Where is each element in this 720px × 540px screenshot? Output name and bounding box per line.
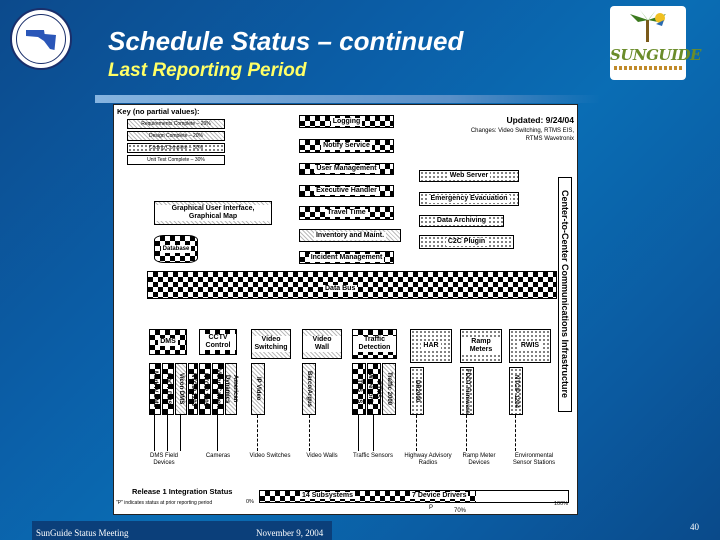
subsystem-label: Ramp Meters (461, 338, 501, 354)
connector-line (373, 415, 374, 451)
connector-line (358, 415, 359, 451)
page-number: 40 (690, 522, 699, 532)
module-emergency-evacuation (419, 192, 519, 206)
key-item-design: Design Complete – 20% (127, 131, 225, 141)
driver-american-dynamics: American Dynamics (225, 363, 237, 415)
connector-line (257, 415, 258, 451)
module-incident-management (299, 251, 394, 264)
subsystem-label: Video Wall (303, 336, 341, 352)
module-inventory-maint (299, 229, 401, 242)
connector-line (154, 415, 155, 451)
subsystem-label: Traffic Detection (353, 336, 396, 352)
seal-inner-ring (16, 14, 66, 64)
status-title: Release 1 Integration Status (132, 487, 233, 496)
status-start: 0% (246, 499, 254, 505)
module-travel-time (299, 206, 394, 220)
device-cameras: Cameras (205, 453, 231, 459)
connector-line (167, 415, 168, 451)
driver-mark-iv-dms: Mark IV DMS (149, 363, 161, 415)
updated-date: Updated: 9/24/04 (506, 115, 574, 125)
device-ramp-meters: Ramp Meter Devices (462, 453, 496, 466)
module-database (154, 235, 198, 263)
subsystem-label: Video Switching (252, 336, 290, 352)
driver-rtms-eis: RTMS EIS (352, 363, 366, 415)
data-bus-label: Data Bus (325, 285, 356, 292)
module-label: Incident Management (310, 253, 383, 261)
subsystem-ramp-meters (460, 329, 502, 363)
connector-line (309, 415, 310, 451)
module-label: Travel Time (327, 209, 366, 216)
subsystem-label: CCTV Control (200, 334, 236, 350)
connector-line (515, 415, 516, 451)
module-label: Web Server (449, 172, 489, 179)
device-dms: DMS Field Devices (149, 453, 178, 466)
module-notify-service (299, 139, 394, 153)
module-label: Emergency Evacuation (430, 195, 508, 202)
slide-subtitle: Last Reporting Period (108, 60, 307, 81)
module-label: Notify Service (323, 142, 370, 149)
device-har: Highway Advisory Radios (404, 453, 452, 466)
sunguide-logo (610, 6, 701, 80)
florida-map-icon (26, 30, 56, 50)
slide-title: Schedule Status – continued (108, 26, 464, 56)
module-label: User Management (316, 165, 377, 172)
driver-dr2000: DR2000 (410, 367, 424, 415)
footer-meeting: SunGuide Status Meeting (36, 528, 129, 538)
subsystem-label: DMS (160, 338, 176, 345)
module-label: C2C Plugin (447, 238, 486, 245)
module-label: Graphical User Interface, Graphical Map (155, 205, 271, 221)
subsystem-label: HAR (423, 342, 439, 349)
driver-traffic-2000: Traffic 2000 (382, 363, 396, 415)
driver-rtms-wavetronix: RTMS Wavetronix (367, 363, 381, 415)
status-subsystems: 14 Subsystems (302, 492, 353, 499)
driver-ip-video: IP Video (251, 363, 265, 415)
c2c-infrastructure: Center-to-Center Communications Infrastructure (558, 177, 572, 412)
device-video-switches: Video Switches (249, 453, 291, 459)
driver-fdot-firmware: FDOT Firmware (460, 367, 474, 415)
legend-key (117, 107, 227, 171)
subsystem-rwis (509, 329, 551, 363)
device-video-walls: Video Walls (306, 453, 338, 459)
module-data-archiving (419, 215, 504, 227)
subsystem-video-wall (302, 329, 342, 359)
driver-ntcip-1205: NTCIP 1205 (199, 363, 211, 415)
subsystem-label: RWIS (520, 342, 540, 349)
driver-vicon-camera: Vicon Camera (212, 363, 224, 415)
subsystem-video-switching (251, 329, 291, 359)
device-traffic-sensors: Traffic Sensors (352, 453, 393, 459)
status-prior-marker: P (429, 505, 434, 511)
status-note: "P" indicates status at prior reporting period (116, 500, 213, 506)
subsystem-traffic-detection (352, 329, 397, 359)
status-percent: 70% (454, 508, 467, 514)
module-user-management (299, 163, 394, 175)
driver-fdot-dms: FDOT DMS (162, 363, 174, 415)
module-logging (299, 115, 394, 128)
logo-tagline (614, 66, 682, 70)
module-gui (154, 201, 272, 225)
changes-note: Changes: Video Switching, RTMS EIS, RTMS Wavetronix (470, 128, 574, 142)
key-item-coding: Coding Complete – 30% (127, 143, 225, 153)
status-drivers: 7 Device Drivers (412, 492, 467, 499)
status-end: 100% (554, 501, 569, 507)
palm-tree-icon (626, 10, 670, 42)
driver-ntcip-1204: NTCIP 1204 (509, 367, 523, 415)
logo-wordmark: SUNGUIDE (610, 46, 701, 64)
module-label: Data Archiving (436, 217, 487, 224)
module-c2c-plugin (419, 235, 514, 249)
key-item-unit-test: Unit Test Complete – 30% (127, 155, 225, 165)
driver-vicon-dms: Vicon DMS (175, 363, 187, 415)
connector-line (416, 415, 417, 451)
key-title: Key (no partial values): (117, 107, 200, 116)
key-item-requirements: Requirements Complete – 20% (127, 119, 225, 129)
module-label: Inventory and Maint. (315, 231, 385, 239)
connector-line (217, 415, 218, 451)
module-web-server (419, 170, 519, 182)
module-executive-handler (299, 185, 394, 197)
title-rule (95, 95, 600, 103)
module-label: Executive Handler (316, 187, 377, 194)
connector-line (180, 415, 181, 451)
subsystem-har (410, 329, 452, 363)
fdot-seal-logo (10, 8, 72, 70)
architecture-diagram (113, 104, 578, 515)
driver-barco-argus: Barco/Argus (302, 363, 316, 415)
driver-ntcip-1203: NTCIP 1203 (188, 363, 198, 415)
device-ess: Environmental Sensor Stations (512, 453, 556, 466)
integration-status-bar (259, 490, 569, 503)
subsystem-dms (149, 329, 187, 355)
footer-date: November 9, 2004 (256, 528, 324, 538)
connector-line (466, 415, 467, 451)
module-label: Logging (332, 117, 361, 125)
subsystem-cctv (199, 329, 237, 355)
module-label: Database (162, 246, 190, 252)
